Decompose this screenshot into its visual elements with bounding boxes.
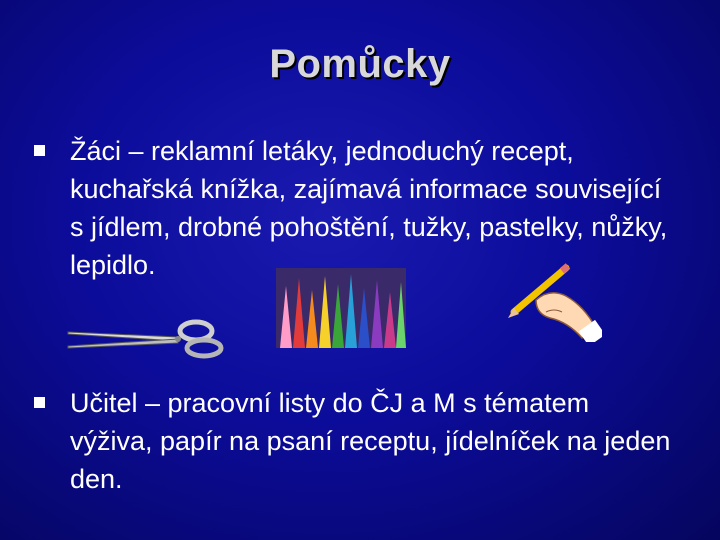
bullet-text: Žáci – reklamní letáky, jednoduchý recept, kuchařská knížka, zajímavá informace související s jídlem, drobné pohoštění, tužky, pastelky, nůžky, lepidlo.: [70, 136, 668, 280]
bullet-text: Učitel – pracovní listy do ČJ a M s tématem výživa, papír na psaní receptu, jídelníček na jeden den.: [70, 388, 671, 494]
bullet-item-teacher: [34, 384, 674, 498]
slide-title: Pomůcky: [269, 42, 451, 86]
scissors-icon: [66, 318, 226, 360]
hand-writing-pencil-icon: [506, 262, 602, 342]
square-bullet-icon: [34, 397, 45, 408]
square-bullet-icon: [34, 145, 45, 156]
colored-pencils-icon: [276, 268, 406, 348]
